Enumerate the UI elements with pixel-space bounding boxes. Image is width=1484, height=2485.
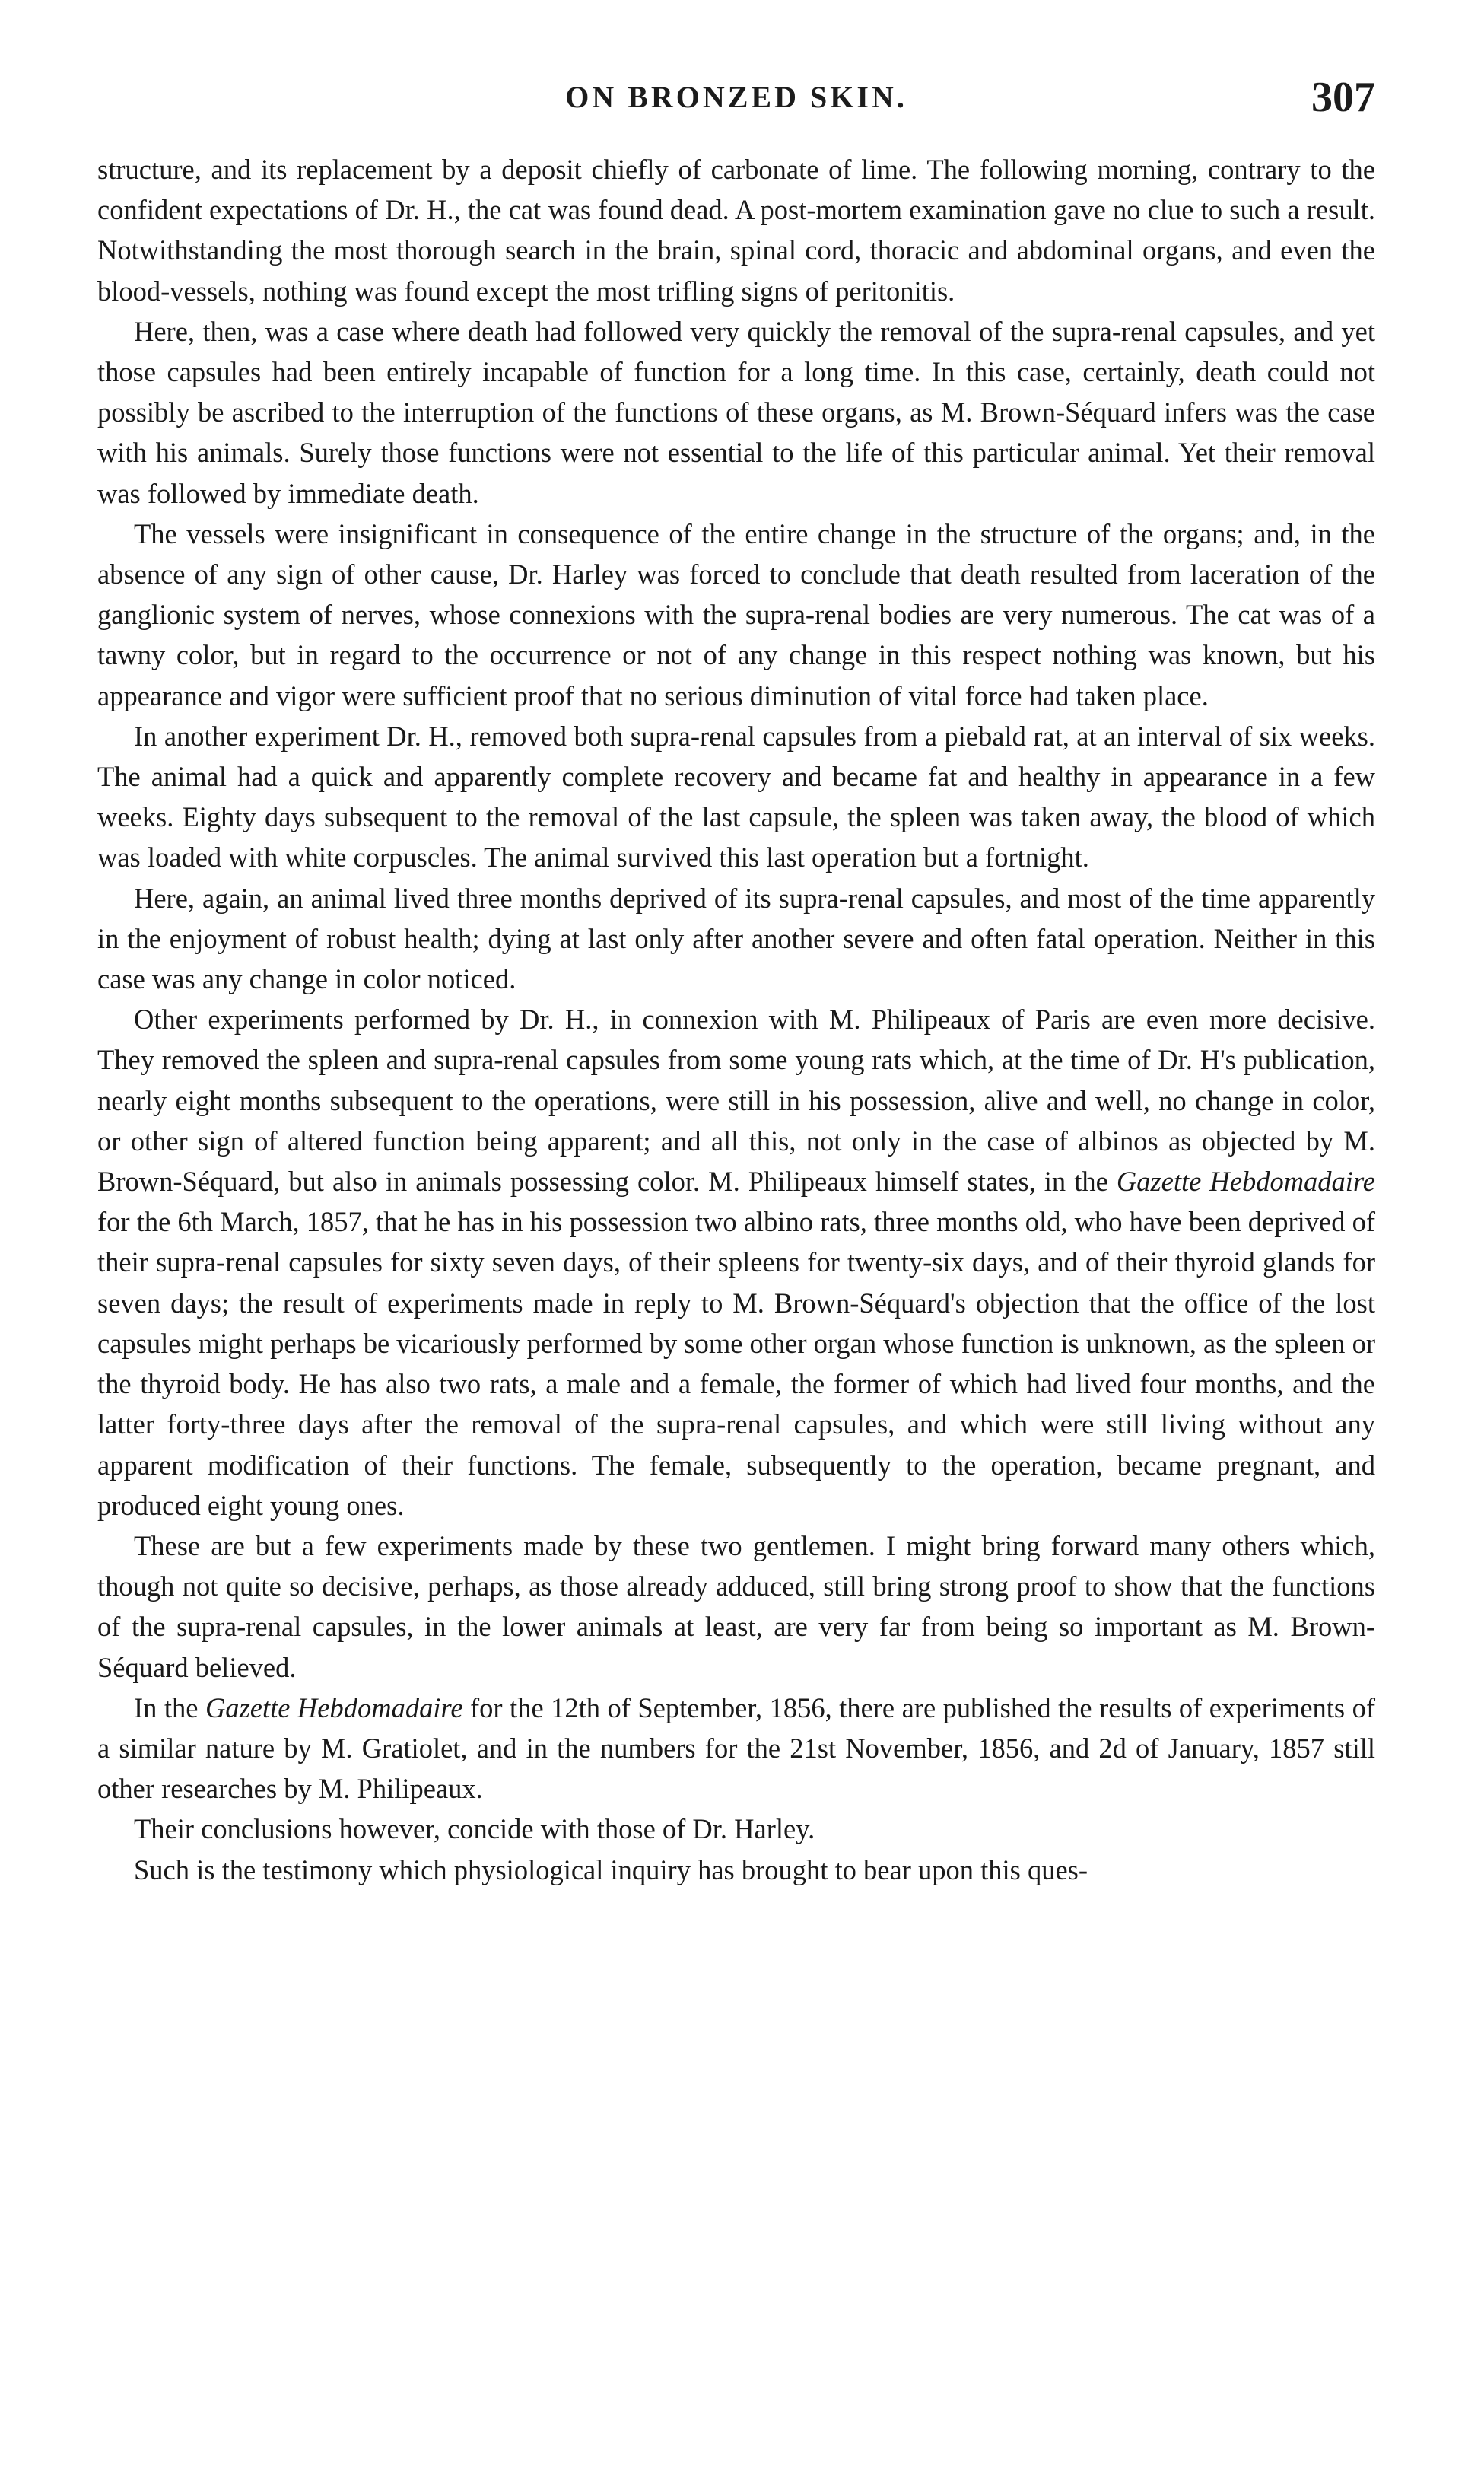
paragraph-8 xyxy=(97,1688,1375,1809)
paragraph-9: Their conclusions however, concide with those of Dr. Harley. xyxy=(134,1813,815,1845)
body-text xyxy=(97,149,1375,1890)
paragraph-8-text-before: In the xyxy=(134,1691,205,1723)
paragraph-8-text-after: for the 12th of September, 1856, there are published the results of experiments of a similar nature by M. Gratiolet, and in the numbers for the 21st November, 1856, and 2d of January, 1857 still other researches by M. Philipeaux. xyxy=(97,1691,1376,1805)
paragraph-1: structure, and its replacement by a deposit chiefly of carbonate of lime. The following morning, contrary to the confident expectations of Dr. H., the cat was found dead. A post-mortem examination gave no clue to such a result. Notwithstanding the most thorough search in the brain, spinal cord, thoracic and abdominal organs, and even the blood-vessels, nothing was found except the most trifling signs of peritonitis. xyxy=(97,154,1375,307)
paragraph-6-text-after: for the 6th March, 1857, that he has in his possession two albino rats, three months old, who have been deprived of their supra-renal capsules for sixty seven days, of their spleens for twenty-six days, and of their thyroid glands for seven days; the result of experiments made in reply to M. Brown-Séquard's objection that the office of the lost capsules might perhaps be vicariously performed by some other organ whose function is unknown, as the spleen or the thyroid body. He has also two rats, a male and a female, the former of which had lived four months, and the latter forty-three days after the removal of the supra-renal capsules, and which were still living without any apparent modification of their functions. The female, subsequently to the operation, became pregnant, and produced eight young ones. xyxy=(97,1206,1375,1521)
running-title: ON BRONZED SKIN. xyxy=(565,80,907,114)
paragraph-10: Such is the testimony which physiological inquiry has brought to bear upon this ques- xyxy=(134,1853,1088,1885)
journal-title-italic: Gazette Hebdomadaire xyxy=(1116,1166,1375,1198)
paragraph-3: The vessels were insignificant in consequence of the entire change in the structure of the organs; and, in the absence of any sign of other cause, Dr. Harley was forced to conclude that death resulted from laceration of the ganglionic system of nerves, whose connexions with the supra-renal bodies are very numerous. The cat was of a tawny color, but in regard to the occurrence or not of any change in this respect nothing was known, but his appearance and vigor were sufficient proof that no serious diminution of vital force had taken place. xyxy=(97,517,1375,711)
running-head xyxy=(97,73,1375,142)
paragraph-7: These are but a few experiments made by these two gentlemen. I might bring forward many others which, though not quite so decisive, perhaps, as those already adduced, still bring strong proof to show that the functions of the supra-renal capsules, in the lower animals at least, are very far from being so important as M. Brown-Séquard believed. xyxy=(97,1529,1375,1683)
paragraph-6 xyxy=(97,999,1375,1526)
page-number: 307 xyxy=(1311,74,1375,121)
journal-title-italic: Gazette Hebdomadaire xyxy=(205,1691,463,1723)
paragraph-6-text-before: Other experiments performed by Dr. H., in connexion with M. Philipeaux of Paris are even more decisive. They removed the spleen and supra-renal capsules from some young rats which, at the time of Dr. H's publication, nearly eight months subsequent to the operations, were still in his possession, alive and well, no change in color, or other sign of altered function being apparent; and all this, not only in the case of albinos as objected by M. Brown-Séquard, but also in animals possessing color. M. Philipeaux himself states, in the xyxy=(97,1004,1375,1198)
paragraph-4: In another experiment Dr. H., removed both supra-renal capsules from a piebald rat, at an interval of six weeks. The animal had a quick and apparently complete recovery and became fat and healthy in appearance in a few weeks. Eighty days subsequent to the removal of the last capsule, the spleen was taken away, the blood of which was loaded with white corpuscles. The animal survived this last operation but a fortnight. xyxy=(97,720,1375,873)
paragraph-5: Here, again, an animal lived three months deprived of its supra-renal capsules, and most of the time apparently in the enjoyment of robust health; dying at last only after another severe and often fatal operation. Neither in this case was any change in color noticed. xyxy=(97,882,1375,995)
paragraph-2: Here, then, was a case where death had followed very quickly the removal of the supra-renal capsules, and yet those capsules had been entirely incapable of function for a long time. In this case, certainly, death could not possibly be ascribed to the interruption of the functions of these organs, as M. Brown-Séquard infers was the case with his animals. Surely those functions were not essential to the life of this particular animal. Yet their removal was followed by immediate death. xyxy=(97,315,1375,509)
